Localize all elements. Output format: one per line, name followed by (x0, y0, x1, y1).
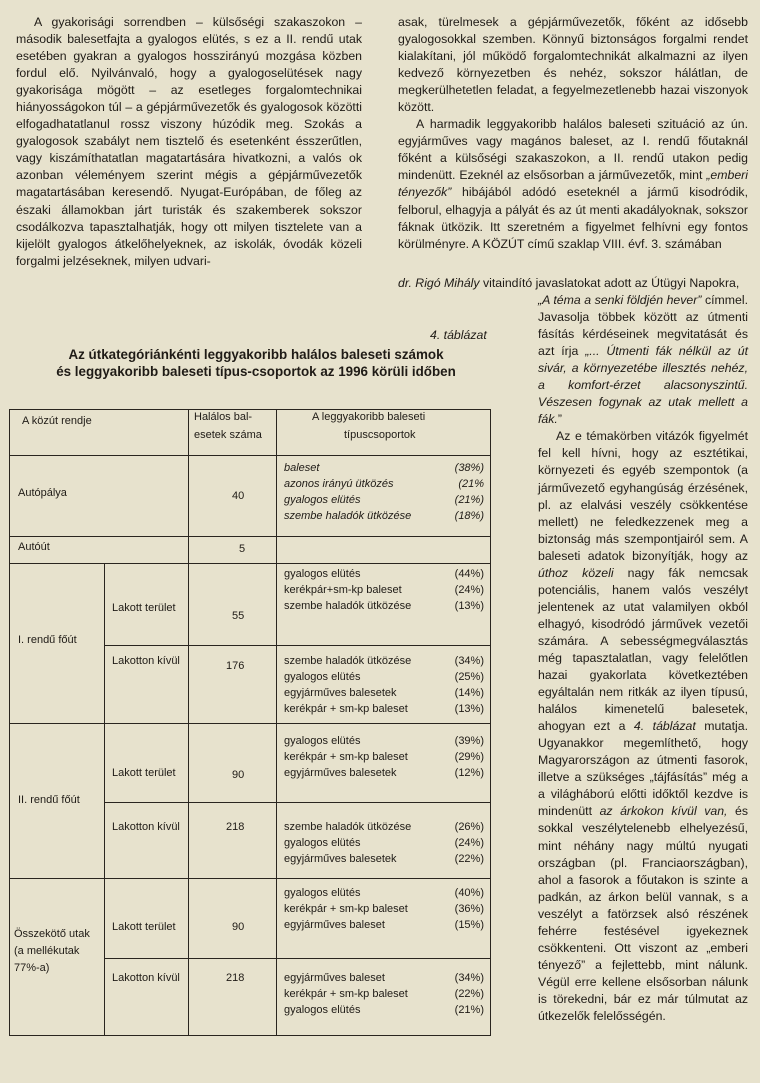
accident-type-name: gyalogos elütés (284, 887, 361, 899)
row-label-osszekoto-2: (a mellékutak (14, 945, 80, 957)
accident-type-name: egyjárműves balesetek (284, 853, 397, 865)
accident-type-name: egyjárműves baleset (284, 919, 385, 931)
accident-type-name: szembe haladók ütközése (284, 510, 412, 522)
header-types-line1: A leggyakoribb baleseti (312, 411, 426, 423)
header-road-class: A közút rendje (22, 415, 92, 427)
accident-type-name: azonos irányú ütközés (284, 478, 394, 490)
accident-type-percent: (21% (458, 478, 484, 490)
text-run: A harmadik leggyakoribb halálos baleseti szituáció az ún. egyjárműves vagy magános baleset, az I. rendű főutaknál főként a külsőségi szakaszokon, a II. rendű utakon pedig mindenütt. Ezeknél az elsősorban a járművezetők, mint (398, 117, 748, 183)
text-run: Az e témakörben vitázók figyelmét fel kell hívni, hogy az esztétikai, környezeti és egyéb szempontok (a járművezető egyhangúság érzésének, pl. az elalvási veszély csökkentése mellett) ne feledkezzenek meg a biztonság más szempontjairól sem. A baleseti adatok bizonyítják, hogy az (538, 429, 748, 563)
row-label-osszekoto-3: 77%-a) (14, 962, 50, 974)
accident-type-percent: (15%) (454, 919, 484, 931)
accident-type-name: kerékpár + sm-kp baleset (284, 703, 408, 715)
accident-type-percent: (13%) (454, 600, 484, 612)
row-label-autout: Autóút (18, 541, 50, 553)
row-label-fout-I: I. rendű főút (18, 634, 77, 646)
text-run: hibájából adódó eseteknél a jármű kisodródik, felborul, elhagyja a pályát és az út menti akadályoknak, sokszor fáknak ütközik. Itt szeretném a figyelmet felhívni egy fontos körülményre. A KÖZÚT című szaklap VIII. évf. 3. számában (398, 185, 748, 251)
table-title-line: és leggyakoribb baleseti típus-csoportok az 1996 körüli időben (56, 364, 456, 379)
row-count: 90 (232, 769, 245, 781)
accident-type-percent: (21%) (454, 1004, 484, 1016)
accident-type-name: szembe haladók ütközése (284, 600, 412, 612)
accident-type-name: egyjárműves baleset (284, 972, 385, 984)
paragraph: asak, türelmesek a gépjárművezetők, főként az idősebb gyalogosokkal szemben. Könnyű biztonságos forgalmi rendet kialakítani, jól működő forgalomtechnikát alkalmazni az ilyen kedvező környezetben és nehéz, sokszor hálátlan, de megkerülhetetlen feladat, a fegyelmezetlenebb hazai viszonyok között. (398, 15, 748, 115)
accident-type-percent: (18%) (454, 510, 484, 522)
accident-type-percent: (22%) (454, 853, 484, 865)
accident-type-name: egyjárműves balesetek (284, 687, 397, 699)
table-number: 4. táblázat (430, 328, 487, 342)
accident-type-percent: (12%) (454, 767, 484, 779)
row-count: 90 (232, 921, 245, 933)
accident-type-percent: (34%) (454, 655, 484, 667)
accident-type-percent: (22%) (454, 988, 484, 1000)
accident-type-name: kerékpár + sm-kp baleset (284, 903, 408, 915)
accident-type-name: egyjárműves balesetek (284, 767, 397, 779)
accident-type-name: szembe haladók ütközése (284, 821, 412, 833)
text-run: ” (557, 412, 562, 427)
text-run: „A téma a senki földjén hever” (538, 293, 702, 307)
sub-label-kivul: Lakotton kívül (112, 972, 180, 984)
text-run: 4. táblázat (633, 719, 696, 734)
accident-type-percent: (36%) (454, 903, 484, 915)
header-deaths-line2: esetek száma (194, 429, 262, 441)
header-types-line2: típuscsoportok (344, 429, 416, 441)
header-deaths-line1: Halálos bal- (194, 411, 253, 423)
row-label-osszekoto-1: Összekötő utak (14, 928, 90, 940)
text-run: úthoz közeli (538, 565, 614, 580)
row-count-autout: 5 (239, 543, 246, 555)
accident-type-name: kerékpár + sm-kp baleset (284, 751, 408, 763)
text-run: címmel. Javasolja többek között az útmenti fásítás kérdéseinek megvitatását és azt írja (538, 293, 748, 359)
accident-type-name: gyalogos elütés (284, 671, 361, 683)
accident-type-percent: (39%) (454, 735, 484, 747)
accident-type-percent: (25%) (454, 671, 484, 683)
accident-type-percent: (24%) (454, 584, 484, 596)
accident-type-name: gyalogos elütés (284, 568, 361, 580)
accident-type-name: gyalogos elütés (284, 735, 361, 747)
quote: „... Útmenti fák nélkül az út sivár, a környezetébe illesztés nehéz, a komfort-érzet alacsonyszintű. Vészesen fogynak az utak mellett a fák. (538, 344, 748, 427)
accident-type-percent: (34%) (454, 972, 484, 984)
accident-type-percent: (40%) (454, 887, 484, 899)
accident-type-name: gyalogos elütés (284, 837, 361, 849)
text-run: mutatja. Ugyanakkor megemlíthető, hogy Magyarországon az útmenti fasorok, illetve a szükséges „tájfásítás” még a a világháború előtti időktől kezdve is mindenütt (538, 719, 748, 819)
row-label-fout-II: II. rendű főút (18, 794, 80, 806)
text-run: nagy fák nemcsak potenciális, hanem valós veszélyt jelentenek az utat valamilyen okból elhagyó, kisodródó járművek vezetői számára. A sebességmegválasztás még tapasztalatlan, vagy felelőtlen hazai gyakorlata következtében egyáltalán nem ritkák az ilyen típusú, halálos kimenetelű balesetek, ahogyan ezt a (538, 565, 749, 734)
row-label-autopalya: Autópálya (18, 487, 67, 499)
accident-type-percent: (38%) (454, 462, 484, 474)
sub-label-lakott: Lakott terület (112, 602, 176, 614)
table-title-line: Az útkategóriánkénti leggyakoribb halálos baleseti számok (68, 347, 444, 362)
sub-label-kivul: Lakotton kívül (112, 655, 180, 667)
accident-type-percent: (29%) (454, 751, 484, 763)
accident-type-percent: (13%) (454, 703, 484, 715)
row-count: 176 (226, 660, 245, 672)
accident-type-percent: (44%) (454, 568, 484, 580)
accident-type-percent: (21%) (454, 494, 484, 506)
accident-type-name: kerékpár+sm-kp baleset (284, 584, 402, 596)
sub-label-lakott: Lakott terület (112, 921, 176, 933)
text-run: és sokkal veszélytelenebb elhelyezésű, mint néhány nagy múltú nyugati országban (pl. Franciaországban), ahol a fasorok a főutakon is szinte a padkán, az árkon belül vannak, s a veszélyt a fatörzsek alsó részének fehérre festésével igyekeznek csökkenteni. Ott viszont az „emberi tényező” a fejlettebb, mint nálunk. Végül erre kellene elsősorban nálunk is törekedni, bár ez már túlmutat az útkezelők felelősségén. (538, 804, 749, 1023)
row-count: 218 (226, 972, 245, 984)
row-count: 55 (232, 610, 245, 622)
accident-type-name: szembe haladók ütközése (284, 655, 412, 667)
accident-type-name: baleset (284, 462, 320, 474)
author-name: dr. Rigó Mihály (398, 276, 480, 290)
accident-type-percent: (26%) (454, 821, 484, 833)
text-run: vitaindító javaslatokat adott az Útügyi Napokra, (479, 276, 740, 290)
paragraph: A gyakorisági sorrendben – külsőségi szakaszokon – második balesetfajta a gyalogos elütés, s ez a II. rendű utak esetében gyakran a gyalogos hosszirányú mozgása közben fordul elő. Nyilvánvaló, hogy a gyalogoselütések nagy gyakorisága mögött – az esetleges forgalomtechnikai hiányosságokon túl – a gépjárművezetők és gyalogosok közötti elfogadhatatlanul rossz viszony húzódik meg. Szokás a gyalogosok szabályt nem tisztelő és esetenként ésszerűtlen, vagy kiszámíthatatlan magatartására hivatkozni, a valós ok azonban véleményem szerint mégis a gépjárművezetők magatartásában keresendő. Nyugat-Európában, de főleg az északi államokban járt turisták és szakemberek sokszor csodálkozva tapasztalhatják, hogy ott milyen tisztelete van a kijelölt gyalogos átkelőhelyeknek, az iskolák, óvodák közeli forgalmi jelzéseknek, milyen udvari- (16, 15, 362, 268)
row-count-autopalya: 40 (232, 490, 245, 502)
sub-label-lakott: Lakott terület (112, 767, 176, 779)
sub-label-kivul: Lakotton kívül (112, 821, 180, 833)
accident-type-percent: (14%) (454, 687, 484, 699)
accident-type-name: kerékpár + sm-kp baleset (284, 988, 408, 1000)
accident-type-name: gyalogos elütés (284, 1004, 361, 1016)
text-run: „emberi tényezők” (398, 168, 748, 200)
accident-type-percent: (24%) (454, 837, 484, 849)
accident-type-name: gyalogos elütés (284, 494, 361, 506)
row-count: 218 (226, 821, 245, 833)
text-run: az árkokon kívül van, (599, 804, 728, 819)
